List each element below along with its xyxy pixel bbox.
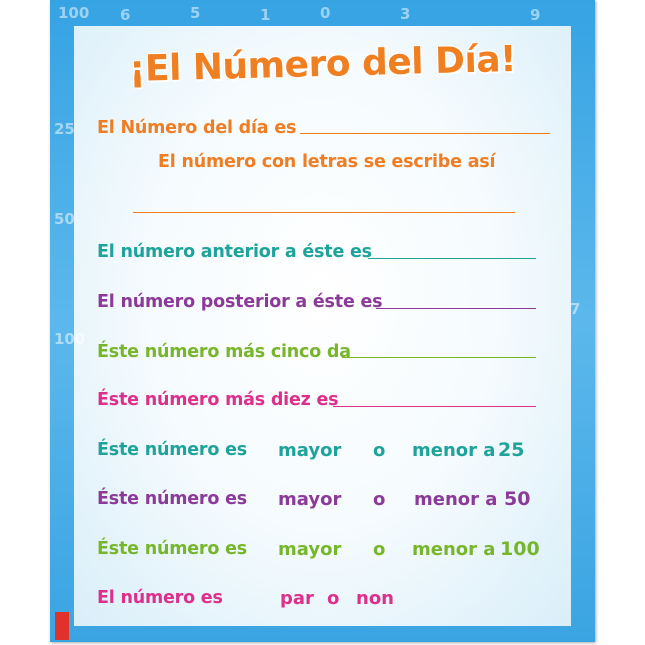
compare-100-label: Éste número es — [97, 539, 247, 559]
next-number-label: El número posterior a éste es — [97, 292, 383, 312]
compare-100-or: o — [373, 539, 386, 560]
background-number-decoration: 1 — [260, 6, 271, 24]
number-in-words-label: El número con letras se escribe así — [158, 152, 496, 172]
compare-25-number: 25 — [498, 439, 525, 461]
background-number-decoration: 50 — [54, 210, 75, 228]
poster-writing-area — [74, 26, 571, 626]
compare-50-menor-option[interactable]: menor a — [414, 489, 498, 510]
compare-50-or: o — [373, 489, 386, 510]
compare-100-number: 100 — [500, 538, 540, 560]
background-number-decoration: 6 — [120, 6, 131, 24]
plus-ten-label: Éste número más diez es — [97, 390, 339, 410]
background-number-decoration: 9 — [530, 6, 541, 24]
compare-25-menor-option[interactable]: menor a — [412, 440, 496, 461]
background-number-decoration: 7 — [570, 300, 581, 318]
odd-option[interactable]: non — [356, 588, 394, 609]
number-of-day-blank[interactable] — [300, 133, 550, 134]
even-odd-label: El número es — [97, 588, 223, 608]
even-option[interactable]: par — [280, 588, 314, 609]
background-number-decoration: 0 — [320, 4, 331, 22]
compare-50-label: Éste número es — [97, 489, 247, 509]
poster-title: ¡El Número del Día! — [128, 38, 517, 91]
background-number-decoration: 5 — [190, 4, 201, 22]
background-number-decoration: 100 — [54, 330, 86, 348]
corner-label-tag — [55, 612, 69, 640]
even-odd-or: o — [327, 588, 340, 609]
background-number-decoration: 3 — [400, 5, 411, 23]
compare-50-number: 50 — [504, 488, 531, 510]
previous-number-label: El número anterior a éste es — [97, 242, 372, 262]
number-of-day-label: El Número del día es — [97, 118, 297, 138]
previous-number-blank[interactable] — [368, 258, 536, 259]
next-number-blank[interactable] — [376, 308, 536, 309]
background-number-decoration: 25 — [54, 120, 75, 138]
compare-25-mayor-option[interactable]: mayor — [278, 440, 342, 461]
plus-five-label: Éste número más cinco da — [97, 342, 351, 362]
compare-100-mayor-option[interactable]: mayor — [278, 539, 342, 560]
number-in-words-blank[interactable] — [133, 212, 515, 213]
background-number-decoration: 100 — [58, 4, 90, 22]
compare-100-menor-option[interactable]: menor a — [412, 539, 496, 560]
compare-25-label: Éste número es — [97, 440, 247, 460]
plus-ten-blank[interactable] — [333, 406, 536, 407]
compare-50-mayor-option[interactable]: mayor — [278, 489, 342, 510]
compare-25-or: o — [373, 440, 386, 461]
plus-five-blank[interactable] — [342, 357, 536, 358]
